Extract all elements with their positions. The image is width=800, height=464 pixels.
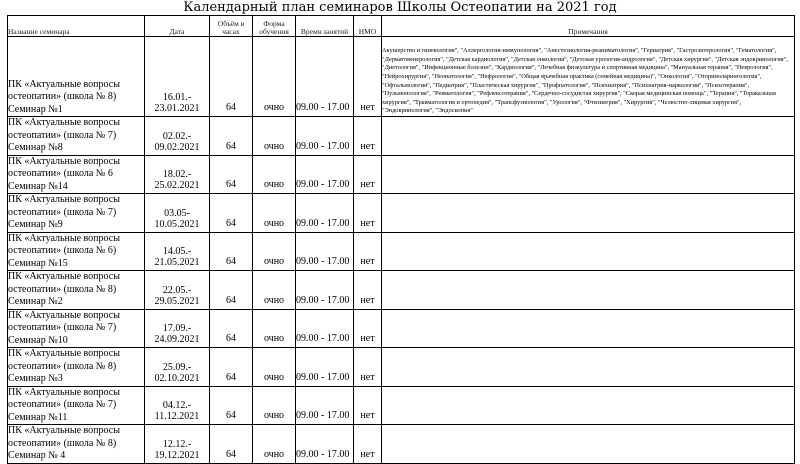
hours-cell-value: 64 [226, 217, 236, 229]
seminar-name-line: остеопатии» (школа № 6) [8, 245, 117, 256]
date-line: 02.02.- [162, 130, 192, 142]
nmo-cell-value: нет [360, 256, 375, 267]
hours-cell-value: 64 [226, 256, 236, 267]
form-cell [253, 425, 296, 464]
date-cell [145, 155, 210, 194]
form-cell-value: очно [263, 256, 285, 267]
seminar-name-line: Семинар №11 [8, 411, 68, 423]
nmo-cell [354, 386, 382, 425]
form-cell-value: очно [263, 410, 285, 421]
form-cell [253, 309, 296, 348]
hours-cell [210, 348, 253, 387]
form-cell-value: очно [263, 333, 285, 344]
page-title: Календарный план семинаров Школы Остеопатии на 2021 год [183, 0, 617, 15]
time-cell-value: 09.00 - 17.00 [296, 371, 350, 383]
date-line: 02.10.2021 [154, 372, 200, 384]
seminar-name-line: Семинар №9 [8, 219, 63, 230]
time-cell-value: 09.00 - 17.00 [296, 256, 350, 267]
table-header-row [8, 16, 795, 37]
time-cell [296, 117, 354, 156]
hours-cell [210, 194, 253, 233]
seminar-name-cell [8, 348, 145, 387]
seminar-name-line: ПК «Актуальные вопросы [8, 309, 120, 321]
seminar-name-line: ПК «Актуальные вопросы [8, 117, 120, 128]
form-cell [253, 232, 296, 271]
time-cell-value: 09.00 - 17.00 [296, 448, 350, 460]
table-row [8, 386, 795, 425]
seminar-name-cell [8, 271, 145, 310]
form-cell [253, 348, 296, 387]
hours-cell-value: 64 [226, 179, 236, 190]
hours-cell-value: 64 [226, 333, 236, 344]
seminar-name-line: остеопатии» (школа № 8) [8, 91, 117, 102]
form-cell [253, 155, 296, 194]
date-line: 23.01.2021 [154, 103, 200, 114]
date-line: 16.01.- [162, 92, 192, 103]
date-line: 21.05.2021 [154, 257, 200, 268]
nmo-cell-value: нет [360, 179, 375, 190]
time-cell-value: 09.00 - 17.00 [296, 333, 350, 344]
nmo-cell [354, 425, 382, 464]
date-cell [145, 386, 210, 425]
date-cell [145, 425, 210, 464]
form-cell [253, 271, 296, 310]
seminar-name-line: остеопатии» (школа № 6 [8, 168, 113, 179]
time-cell-value: 09.00 - 17.00 [296, 410, 350, 421]
time-cell-value: 09.00 - 17.00 [296, 140, 350, 152]
seminar-name-line: Семинар №8 [8, 142, 63, 153]
date-line: 24.09.2021 [154, 334, 200, 345]
date-line: 25.02.2021 [154, 180, 200, 191]
hours-cell-value: 64 [226, 448, 236, 460]
hours-cell [210, 386, 253, 425]
seminar-name-cell [8, 117, 145, 156]
date-cell [145, 37, 210, 117]
nmo-cell [354, 232, 382, 271]
nmo-cell-value: нет [360, 102, 375, 113]
time-cell [296, 271, 354, 310]
hours-cell [210, 155, 253, 194]
date-line: 25.09.- [162, 361, 192, 373]
date-line: 11.12.2021 [154, 411, 200, 422]
time-cell [296, 425, 354, 464]
date-cell [145, 117, 210, 156]
seminar-name-cell [8, 232, 145, 271]
seminar-name-line: остеопатии» (школа № 7) [8, 322, 117, 333]
nmo-cell [354, 271, 382, 310]
notes-cell [382, 232, 795, 271]
nmo-cell [354, 194, 382, 233]
table-row [8, 309, 795, 348]
table-body [8, 37, 795, 464]
nmo-cell [354, 155, 382, 194]
form-cell-value: очно [263, 217, 285, 229]
seminar-name-line: ПК «Актуальные вопросы [8, 386, 120, 398]
seminar-name-line: остеопатии» (школа № 7) [8, 206, 117, 218]
seminar-name-line: Семинар №15 [8, 257, 68, 269]
seminar-name-cell [8, 155, 145, 194]
date-line: 03.05- [164, 207, 190, 219]
hours-cell-value: 64 [226, 102, 236, 113]
seminar-name-line: Семинар №14 [8, 180, 68, 192]
notes-cell [382, 117, 795, 156]
seminar-name-line: ПК «Актуальные вопросы [8, 155, 120, 167]
form-cell [253, 194, 296, 233]
hours-cell [210, 425, 253, 464]
table-row [8, 194, 795, 233]
nmo-cell-value: нет [360, 333, 375, 344]
time-cell [296, 309, 354, 348]
header-hours: Объём в часах [210, 16, 253, 37]
form-cell-value: очно [263, 179, 285, 190]
nmo-cell-value: нет [360, 140, 375, 152]
date-line: 14.05.- [162, 246, 192, 257]
table-row [8, 117, 795, 156]
date-line: 19.12.2021 [154, 449, 200, 461]
seminar-name-line: Семинар №3 [8, 373, 63, 384]
form-cell-value: очно [263, 140, 285, 152]
seminar-name-line: ПК «Актуальные вопросы [8, 194, 120, 205]
hours-cell [210, 232, 253, 271]
hours-cell [210, 271, 253, 310]
seminar-name-line: остеопатии» (школа № 8) [8, 360, 117, 372]
date-cell [145, 232, 210, 271]
form-cell [253, 117, 296, 156]
nmo-cell-value: нет [360, 371, 375, 383]
nmo-cell [354, 37, 382, 117]
table-row [8, 37, 795, 117]
header-time: Время занятий [296, 16, 354, 37]
table-row [8, 232, 795, 271]
seminar-name-cell [8, 194, 145, 233]
table-row [8, 155, 795, 194]
header-form: Форма обучения [253, 16, 296, 37]
seminar-name-line: Семинар №1 [8, 103, 63, 115]
time-cell [296, 386, 354, 425]
time-cell [296, 194, 354, 233]
nmo-cell [354, 117, 382, 156]
seminar-name-line: ПК «Актуальные вопросы [8, 78, 120, 90]
date-line: 12.12.- [162, 438, 192, 450]
header-notes: Примечания [382, 16, 795, 37]
seminar-name-line: ПК «Актуальные вопросы [8, 425, 120, 436]
nmo-cell [354, 309, 382, 348]
hours-cell-value: 64 [226, 294, 236, 306]
nmo-cell-value: нет [360, 294, 375, 306]
notes-cell [382, 155, 795, 194]
seminar-name-line: Семинар №2 [8, 296, 63, 307]
header-nmo: НМО [354, 16, 382, 37]
date-line: 18.02.- [162, 169, 192, 180]
form-cell-value: очно [263, 102, 285, 113]
time-cell-value: 09.00 - 17.00 [296, 217, 350, 229]
time-cell [296, 232, 354, 271]
notes-cell [382, 425, 795, 464]
seminar-name-line: остеопатии» (школа № 7) [8, 129, 117, 141]
hours-cell-value: 64 [226, 371, 236, 383]
notes-cell [382, 386, 795, 425]
header-date: Дата [145, 16, 210, 37]
table-row [8, 425, 795, 464]
seminar-name-line: ПК «Актуальные вопросы [8, 271, 120, 282]
seminar-schedule-table [7, 15, 795, 464]
seminar-name-cell [8, 386, 145, 425]
hours-cell [210, 37, 253, 117]
table-row [8, 348, 795, 387]
seminar-name-cell [8, 425, 145, 464]
seminar-name-line: ПК «Актуальные вопросы [8, 348, 120, 359]
table-row [8, 271, 795, 310]
date-line: 09.02.2021 [154, 141, 200, 153]
date-cell [145, 271, 210, 310]
hours-cell [210, 117, 253, 156]
form-cell-value: очно [263, 294, 285, 306]
seminar-name-line: Семинар №10 [8, 334, 68, 346]
date-line: 22.05.- [162, 284, 192, 296]
date-line: 29.05.2021 [154, 295, 200, 307]
form-cell-value: очно [263, 448, 285, 460]
notes-cell [382, 271, 795, 310]
seminar-name-line: остеопатии» (школа № 8) [8, 437, 117, 449]
hours-cell-value: 64 [226, 140, 236, 152]
nmo-cell-value: нет [360, 217, 375, 229]
seminar-name-cell [8, 37, 145, 117]
time-cell [296, 155, 354, 194]
time-cell [296, 348, 354, 387]
date-cell [145, 194, 210, 233]
seminar-name-line: ПК «Актуальные вопросы [8, 232, 120, 244]
time-cell-value: 09.00 - 17.00 [296, 102, 350, 113]
time-cell [296, 37, 354, 117]
notes-cell: Акушерство и гинекология", "Аллергология-иммунология", "Анестезиология-реаниматология", "Гериатрия", "Гастроэнтерология", "Гематология", "Дерматовенерология", "Детская кардиология", "Детская онкология", "Детская урология-андрология", "Детская хирургия", "Детская эндокринология", "Диетология", "Инфекционные болезни", "Кардиология", "Лечебная физкультура и спортивная медицина", "Мануальная терапия", "Неврология", "Нейрохирургия", "Неонатология", "Нефрология", "Общая врачебная практика (семейная медицина)", "Онкология", "Оториноларингология", "Офтальмология", "Педиатрия", "Пластическая хирургия", "Профпатология", "Психиатрия", "Психиатрия-наркология", "Психотерапия", "Пульмонология", "Ревматология", "Рефлексотерапия", "Сердечно-сосудистая хирургия", "Скорая медицинская помощь", "Терапия", "Торакальная хирургия", "Травматология и ортопедия", "Трансфузиология", "Урология", "Фтизиатрия", "Хирургия", "Челюстно-лицевая хирургия", "Эндокринология", "Эндоскопия" [382, 37, 795, 117]
seminar-name-line: остеопатии» (школа № 7) [8, 399, 117, 410]
date-line: 04.12.- [162, 400, 192, 411]
notes-cell [382, 309, 795, 348]
form-cell [253, 386, 296, 425]
seminar-name-line: остеопатии» (школа № 8) [8, 283, 117, 295]
form-cell-value: очно [263, 371, 285, 383]
date-line: 17.09.- [162, 323, 192, 334]
time-cell-value: 09.00 - 17.00 [296, 179, 350, 190]
date-cell [145, 348, 210, 387]
date-line: 10.05.2021 [154, 218, 200, 230]
hours-cell [210, 309, 253, 348]
notes-cell [382, 194, 795, 233]
date-cell [145, 309, 210, 348]
form-cell [253, 37, 296, 117]
nmo-cell [354, 348, 382, 387]
seminar-name-cell [8, 309, 145, 348]
nmo-cell-value: нет [360, 410, 375, 421]
header-name: Название семинара [8, 16, 145, 37]
notes-cell [382, 348, 795, 387]
time-cell-value: 09.00 - 17.00 [296, 294, 350, 306]
seminar-name-line: Семинар № 4 [8, 450, 66, 461]
nmo-cell-value: нет [360, 448, 375, 460]
hours-cell-value: 64 [226, 410, 236, 421]
